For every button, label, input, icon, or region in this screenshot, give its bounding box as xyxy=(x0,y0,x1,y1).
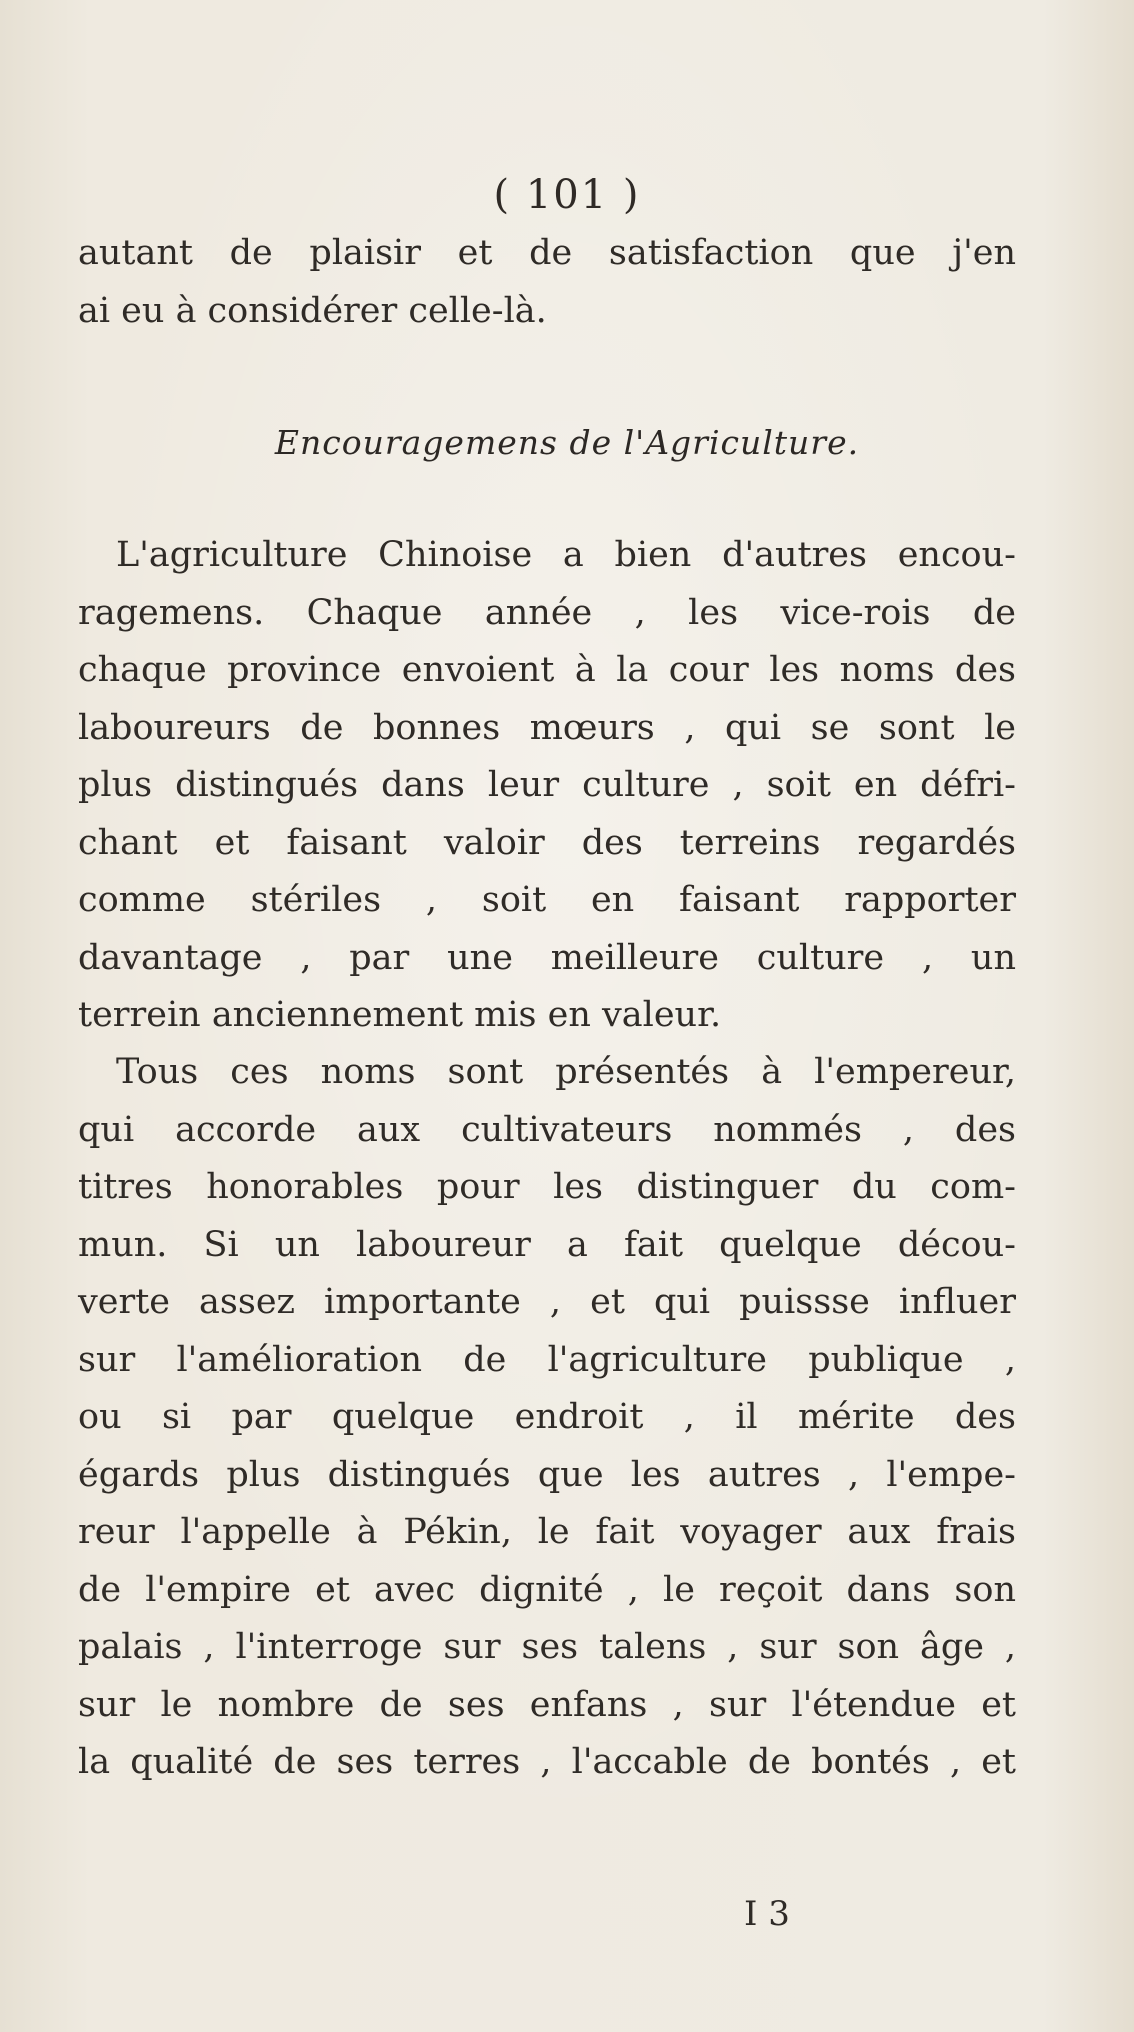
paragraph-2 xyxy=(78,1044,1016,1792)
text-line: titres honorables pour les distinguer du com- xyxy=(78,1167,1016,1207)
text-line: de l'empire et avec dignité , le reçoit dans son xyxy=(78,1569,1016,1610)
text-line: L'agriculture Chinoise a bien d'autres encou- xyxy=(116,535,1016,575)
paragraph-1 xyxy=(78,527,1016,1045)
text-line: sur le nombre de ses enfans , sur l'étendue et xyxy=(78,1684,1016,1725)
text-line: ai eu à considérer celle-là. xyxy=(78,290,547,331)
text-line: chant et faisant valoir des terreins regardés xyxy=(78,822,1016,863)
text-line: terrein anciennement mis en valeur. xyxy=(78,995,722,1035)
text-line: ou si par quelque endroit , il mérite des xyxy=(78,1397,1016,1437)
text-line: palais , l'interroge sur ses talens , sur son âge , xyxy=(78,1627,1016,1667)
page-number: ( 101 ) xyxy=(493,172,641,218)
text-line: reur l'appelle à Pékin, le fait voyager aux frais xyxy=(78,1512,1016,1552)
text-line: ragemens. Chaque année , les vice-rois de xyxy=(78,592,1016,633)
intro-paragraph xyxy=(78,225,1016,340)
text-line: davantage , par une meilleure culture , un xyxy=(78,937,1016,978)
text-line: la qualité de ses terres , l'accable de bontés , et xyxy=(78,1742,1016,1782)
text-line: qui accorde aux cultivateurs nommés , des xyxy=(78,1109,1016,1150)
text-line: autant de plaisir et de satisfaction que j'en xyxy=(78,233,1016,273)
text-line: plus distingués dans leur culture , soit en défri- xyxy=(78,765,1016,805)
text-line: chaque province envoient à la cour les noms des xyxy=(78,650,1016,690)
signature-mark: I 3 xyxy=(744,1894,790,1934)
text-line: laboureurs de bonnes mœurs , qui se sont le xyxy=(78,707,1016,748)
text-line: sur l'amélioration de l'agriculture publique , xyxy=(78,1339,1016,1380)
text-line: verte assez importante , et qui puissse influer xyxy=(78,1282,1016,1322)
text-line: Tous ces noms sont présentés à l'empereur, xyxy=(116,1052,1016,1092)
text-line: égards plus distingués que les autres , l'empe- xyxy=(78,1454,1016,1495)
section-heading: Encouragemens de l'Agriculture. xyxy=(274,423,860,462)
text-line: comme stériles , soit en faisant rapporter xyxy=(78,880,1016,920)
text-line: mun. Si un laboureur a fait quelque décou- xyxy=(78,1224,1016,1265)
